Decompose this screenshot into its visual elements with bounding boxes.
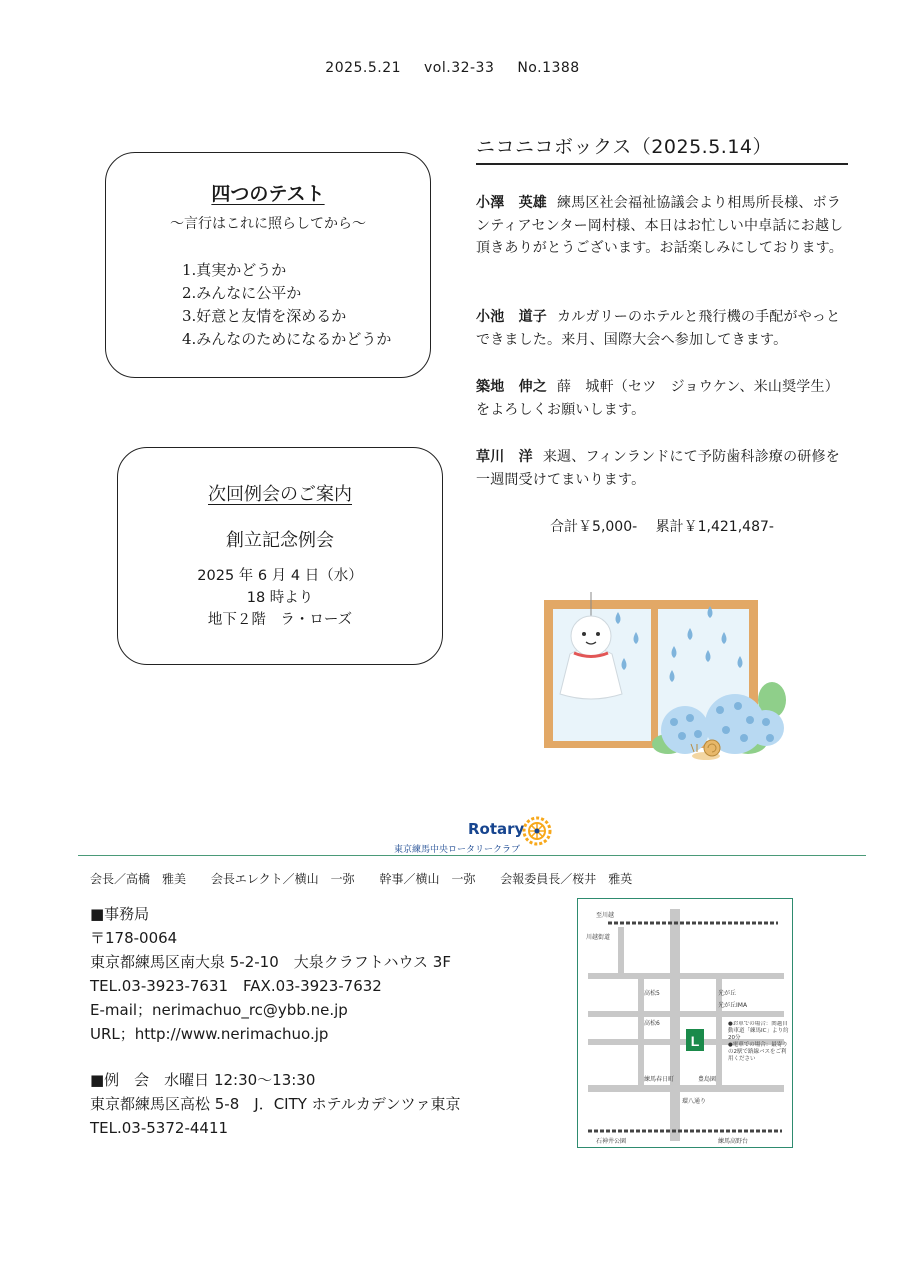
niko-entry: [476, 376, 848, 421]
four-way-test-title: 四つのテスト: [211, 183, 325, 205]
map-label: 環八通り: [682, 1098, 707, 1105]
rotary-wheel-icon: [522, 816, 552, 846]
office-postal: 〒178-0064: [90, 929, 178, 947]
member-name: 小澤 英雄: [476, 195, 547, 211]
office-tel-fax: TEL.03-3923-7631 FAX.03-3923-7632: [90, 977, 382, 995]
map-access-notes: [728, 1021, 790, 1081]
office-heading: ■事務局: [90, 905, 150, 923]
officer-bulletin-chair: 会報委員長／桜井 雅英: [500, 872, 633, 886]
next-meeting-place: 地下２階 ラ・ローズ: [207, 612, 353, 628]
officer-secretary: 幹事／横山 一弥: [379, 872, 476, 886]
map-label: 川越街道: [586, 934, 611, 941]
meeting-address: 東京都練馬区高松 5-8 J．CITY ホテルカデンツァ東京: [90, 1095, 461, 1113]
issue-date: 2025.5.21: [325, 60, 402, 76]
meeting-heading: ■例 会 水曜日 12:30～13:30: [90, 1071, 316, 1089]
issue-header: [0, 60, 905, 76]
entry-text: 練馬区社会福祉協議会より相馬所長様、ボランティアセンター岡村様、本日はお忙しい中卓話にお越し頂きありがとうございます。お話楽しみにしております。: [476, 195, 844, 256]
list-item: 1.真実かどうか: [182, 261, 287, 279]
office-url[interactable]: URL；http://www.nerimachuo.jp: [90, 1025, 329, 1043]
list-item: 3.好意と友情を深めるか: [182, 307, 347, 325]
map-label: 至川越: [596, 912, 615, 919]
map-label: 石神井公園: [596, 1138, 627, 1145]
four-way-test-box: [105, 152, 431, 378]
access-map: [577, 898, 793, 1148]
member-name: 築地 伸之: [476, 379, 547, 395]
four-way-test-subtitle: ～言行はこれに照らしてから～: [170, 216, 366, 232]
issue-volume: vol.32-33: [424, 60, 495, 76]
niko-entry: [476, 192, 848, 260]
map-landmark-label: L: [690, 1033, 700, 1049]
map-label: 練馬高野台: [718, 1138, 749, 1145]
meeting-tel: TEL.03-5372-4411: [90, 1119, 229, 1137]
club-name: 東京練馬中央ロータリークラブ: [393, 845, 520, 855]
map-label: 光が丘: [718, 990, 737, 997]
office-email[interactable]: E-mail；nerimachuo_rc@ybb.ne.jp: [90, 1001, 348, 1019]
next-meeting-box: [117, 447, 443, 665]
niko-totals: 合計￥5,000- 累計￥1,421,487-: [550, 519, 774, 535]
map-label: 豊島園: [698, 1076, 717, 1083]
next-meeting-time: 18 時より: [246, 590, 314, 606]
member-name: 小池 道子: [476, 309, 547, 325]
map-label: 光が丘IMA: [718, 1002, 748, 1009]
niko-entry: [476, 446, 848, 491]
list-item: 2.みんなに公平か: [182, 284, 302, 302]
officer-president-elect: 会長エレクト／横山 一弥: [210, 872, 355, 886]
rotary-wordmark: Rotary: [468, 820, 525, 838]
map-label: 高松5: [644, 990, 660, 997]
map-access-train: ●電車での場合：最寄りの2駅で路線バスをご利用ください: [728, 1042, 788, 1062]
next-meeting-event: 創立記念例会: [226, 530, 334, 551]
niko-entry: [476, 306, 848, 351]
divider: [78, 855, 866, 856]
entry-text: カルガリーのホテルと飛行機の手配がやっとできました。来月、国際大会へ参加してきます。: [476, 309, 841, 348]
issue-number: No.1388: [517, 60, 580, 76]
rainy-window-illustration: [540, 592, 790, 764]
contact-info: [90, 902, 460, 1140]
map-label: 練馬春日町: [644, 1076, 675, 1083]
entry-text: 薛 城軒（セツ ジョウケン、米山奨学生）をよろしくお願いします。: [476, 379, 839, 418]
office-address: 東京都練馬区南大泉 5-2-10 大泉クラフトハウス 3F: [90, 953, 451, 971]
entry-text: 来週、フィンランドにて予防歯科診療の研修を一週間受けてまいります。: [476, 449, 840, 488]
four-way-test-list: [182, 259, 391, 351]
spacer: [90, 1046, 460, 1068]
member-name: 草川 洋: [476, 449, 533, 465]
next-meeting-date: 2025 年 6 月 4 日（水）: [197, 568, 363, 584]
map-drawing: [578, 899, 792, 1147]
map-access-car: ●お車での場合：関越自動車道「練馬IC」より約20分: [728, 1021, 789, 1041]
map-label: 高松6: [644, 1020, 660, 1027]
next-meeting-title: 次回例会のご案内: [208, 484, 352, 505]
niko-box-title: ニコニコボックス（2025.5.14）: [476, 132, 848, 165]
officers-line: [90, 870, 650, 887]
officer-president: 会長／高橋 雅美: [90, 872, 187, 886]
list-item: 4.みんなのためになるかどうか: [182, 330, 392, 348]
rotary-logo: [380, 816, 580, 856]
